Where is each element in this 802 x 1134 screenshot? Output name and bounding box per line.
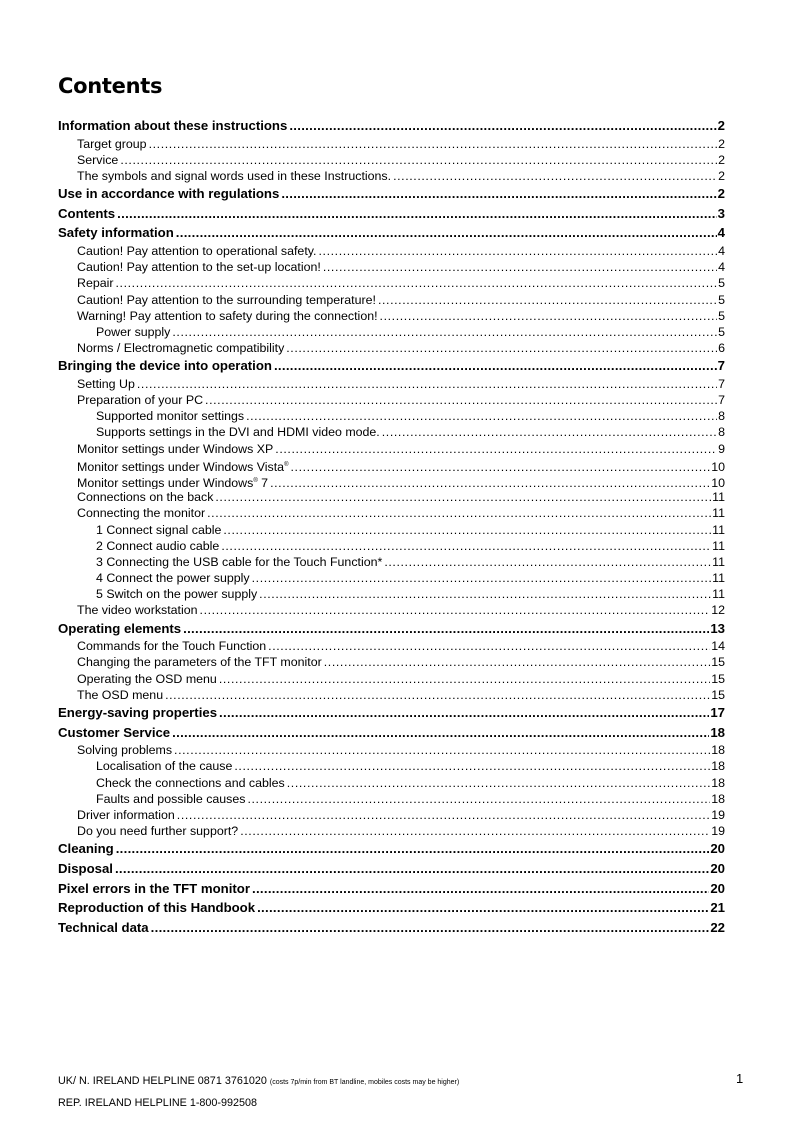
toc-entry	[58, 823, 725, 839]
toc-entry-title	[58, 204, 115, 224]
toc-entry-title	[77, 168, 391, 184]
dot-leader	[117, 204, 717, 224]
toc-entry-page: 5	[718, 324, 725, 339]
toc-entry-title	[77, 473, 268, 489]
toc-entry-title	[58, 223, 174, 243]
dot-leader	[116, 275, 718, 291]
toc-entry-title-text: Caution! Pay attention to operational safety.	[77, 243, 317, 258]
page-title: Contents	[58, 74, 163, 98]
toc-entry	[58, 570, 725, 586]
toc-entry-title	[58, 898, 255, 918]
toc-entry-page: 11	[712, 490, 725, 505]
toc-entry-page: 18	[711, 791, 725, 806]
dot-leader	[287, 775, 710, 791]
toc-entry-title	[77, 308, 378, 324]
toc-entry-title-text: 5 Switch on the power supply	[96, 587, 258, 602]
toc-entry-title	[77, 392, 203, 408]
toc-entry-title-text: Warning! Pay attention to safety during the connection!	[77, 308, 378, 323]
toc-entry	[58, 807, 725, 823]
toc-entry-page: 6	[718, 341, 725, 356]
toc-entry-page: 20	[710, 860, 725, 876]
toc-entry	[58, 441, 725, 457]
dot-leader	[281, 184, 716, 204]
toc-entry-page: 8	[718, 409, 725, 424]
toc-entry-page: 14	[711, 639, 725, 654]
toc-entry	[58, 376, 725, 392]
dot-leader	[270, 475, 710, 489]
toc-entry-title	[96, 758, 232, 774]
toc-entry-title-text: 3 Connecting the USB cable for the Touch Function*	[96, 554, 383, 569]
toc-entry-title-text: Customer Service	[58, 724, 171, 740]
toc-entry	[58, 586, 725, 602]
toc-entry	[58, 602, 725, 618]
toc-entry-title	[96, 324, 170, 340]
dot-leader	[257, 898, 709, 918]
toc-entry-title-text: Localisation of the cause	[96, 759, 233, 774]
toc-entry-page: 11	[712, 522, 725, 537]
table-of-contents	[58, 116, 725, 937]
toc-entry-title	[77, 152, 118, 168]
dot-leader	[240, 823, 710, 839]
dot-leader	[116, 839, 710, 859]
dot-leader	[223, 522, 711, 538]
toc-entry-page: 3	[717, 205, 725, 221]
toc-entry-title-text: Energy-saving properties	[58, 705, 218, 720]
toc-entry-page: 8	[718, 425, 725, 440]
dot-leader	[207, 505, 711, 521]
toc-entry-title-suffix: 7	[257, 476, 269, 490]
toc-entry-page: 10	[711, 476, 725, 490]
toc-entry	[58, 324, 725, 340]
dot-leader	[286, 340, 717, 356]
toc-entry-title	[77, 638, 266, 654]
dot-leader	[234, 758, 710, 774]
toc-entry	[58, 703, 725, 723]
toc-entry-title	[77, 136, 147, 152]
toc-entry-title-text: Contents	[58, 205, 116, 221]
toc-entry	[58, 723, 725, 743]
toc-entry-title	[77, 742, 172, 758]
toc-entry-page: 11	[712, 538, 725, 553]
toc-entry-title-text: Information about these instructions	[58, 118, 288, 133]
toc-entry	[58, 392, 725, 408]
toc-entry	[58, 839, 725, 859]
dot-leader	[323, 259, 717, 275]
toc-entry-title-text: Disposal	[58, 860, 113, 876]
toc-entry-title-text: Technical data	[58, 919, 149, 935]
dot-leader	[259, 586, 711, 602]
toc-entry	[58, 243, 725, 259]
toc-entry-page: 2	[717, 118, 725, 133]
toc-entry-title-text: Preparation of your PC	[77, 393, 204, 408]
dot-leader	[172, 324, 717, 340]
registered-mark: ®	[284, 461, 289, 468]
toc-entry-title	[58, 859, 113, 879]
toc-entry	[58, 687, 725, 703]
toc-entry-page: 4	[718, 243, 725, 258]
toc-entry-page: 22	[710, 919, 725, 935]
toc-entry	[58, 654, 725, 670]
toc-entry-page: 18	[711, 743, 725, 758]
toc-entry-page: 15	[711, 687, 725, 702]
toc-entry-page: 19	[711, 824, 725, 839]
toc-entry-title	[96, 424, 380, 440]
toc-entry-title	[77, 654, 322, 670]
toc-entry-page: 18	[711, 775, 725, 790]
registered-mark: ®	[253, 477, 258, 484]
toc-entry	[58, 758, 725, 774]
toc-entry-title-text: Driver information	[77, 807, 175, 822]
toc-entry	[58, 671, 725, 687]
toc-entry-page: 13	[710, 620, 725, 636]
toc-entry-title-text: Caution! Pay attention to the set-up location!	[77, 260, 321, 275]
toc-entry	[58, 457, 725, 473]
dot-leader	[291, 459, 711, 473]
toc-entry-title	[58, 918, 149, 938]
toc-entry	[58, 775, 725, 791]
toc-entry-title	[77, 457, 289, 473]
toc-entry-title-text: Norms / Electromagnetic compatibility	[77, 341, 285, 356]
toc-entry-title	[77, 823, 238, 839]
toc-entry	[58, 638, 725, 654]
toc-entry	[58, 538, 725, 554]
dot-leader	[268, 638, 710, 654]
dot-leader	[219, 671, 710, 687]
toc-entry-title-text: Safety information	[58, 225, 174, 241]
uk-helpline	[58, 1075, 459, 1087]
toc-entry-title-text: Reproduction of this Handbook	[58, 900, 256, 916]
dot-leader	[221, 538, 711, 554]
toc-entry-title	[96, 408, 244, 424]
dot-leader	[151, 918, 710, 938]
toc-entry-title-text: 2 Connect audio cable	[96, 538, 220, 553]
toc-entry-title-text: The video workstation	[77, 603, 198, 618]
toc-entry-title	[96, 554, 382, 570]
toc-entry-page: 7	[717, 358, 725, 374]
dot-leader	[165, 687, 710, 703]
toc-entry	[58, 742, 725, 758]
dot-leader	[324, 654, 710, 670]
dot-leader	[384, 554, 711, 570]
toc-entry-title	[96, 570, 250, 586]
toc-entry-title-text: 4 Connect the power supply	[96, 571, 250, 586]
dot-leader	[183, 619, 709, 639]
toc-entry-title-text: Caution! Pay attention to the surrounding temperature!	[77, 292, 376, 307]
toc-entry-page: 20	[710, 880, 725, 896]
toc-entry-page: 2	[718, 152, 725, 167]
dot-leader	[275, 441, 717, 457]
toc-entry-page: 18	[710, 724, 725, 740]
ireland-helpline: REP. IRELAND HELPLINE 1-800-992508	[58, 1097, 258, 1109]
dot-leader	[382, 424, 717, 440]
toc-entry-title-text: Pixel errors in the TFT monitor	[58, 880, 250, 896]
dot-leader	[205, 392, 717, 408]
dot-leader	[120, 152, 717, 168]
toc-entry-title-text: Connecting the monitor	[77, 506, 206, 521]
toc-entry-page: 7	[718, 376, 725, 391]
toc-entry	[58, 522, 725, 538]
toc-entry-title	[77, 807, 175, 823]
toc-entry	[58, 223, 725, 243]
dot-leader	[246, 408, 717, 424]
toc-entry-title-text: Repair	[77, 276, 114, 291]
toc-entry-page: 15	[711, 671, 725, 686]
toc-entry	[58, 619, 725, 639]
toc-entry-page: 11	[712, 571, 725, 586]
toc-entry-page: 10	[711, 459, 725, 473]
toc-entry-page: 19	[711, 807, 725, 822]
toc-entry-title	[77, 376, 135, 392]
toc-entry-title-text: Monitor settings under Windows XP	[77, 441, 274, 456]
uk-helpline-cost-note: (costs 7p/min from BT landline, mobiles costs may be higher)	[269, 1079, 460, 1086]
dot-leader	[380, 308, 718, 324]
toc-entry	[58, 204, 725, 224]
toc-entry-title-text: Operating the OSD menu	[77, 671, 217, 686]
toc-entry-title	[77, 243, 316, 259]
toc-entry	[58, 898, 725, 918]
toc-entry-title-text: Commands for the Touch Function	[77, 639, 267, 654]
toc-entry-title	[77, 505, 205, 521]
toc-entry-title	[58, 116, 287, 136]
toc-entry-page: 11	[712, 587, 725, 602]
toc-entry-title	[77, 687, 163, 703]
dot-leader	[247, 791, 710, 807]
toc-entry	[58, 489, 725, 505]
toc-entry-title-text: Do you need further support?	[77, 824, 239, 839]
dot-leader	[219, 703, 709, 723]
toc-entry	[58, 116, 725, 136]
toc-entry-title	[96, 538, 219, 554]
dot-leader	[115, 859, 709, 879]
toc-entry-page: 5	[718, 276, 725, 291]
dot-leader	[149, 136, 718, 152]
toc-entry-title	[58, 723, 170, 743]
toc-entry-title-text: Setting Up	[77, 376, 135, 391]
toc-entry-title-text: Monitor settings under Windows Vista	[77, 459, 285, 473]
toc-entry-title-text: Service	[77, 152, 119, 167]
toc-entry-page: 5	[718, 292, 725, 307]
toc-entry	[58, 136, 725, 152]
toc-entry-title-text: Monitor settings under Windows	[77, 476, 254, 490]
toc-entry-page: 5	[718, 308, 725, 323]
toc-entry-title	[96, 586, 257, 602]
toc-entry	[58, 259, 725, 275]
dot-leader	[174, 742, 710, 758]
dot-leader	[252, 570, 712, 586]
dot-leader	[393, 168, 717, 184]
toc-entry-title	[77, 489, 213, 505]
toc-entry-title	[77, 259, 321, 275]
dot-leader	[177, 807, 710, 823]
toc-entry	[58, 340, 725, 356]
dot-leader	[289, 116, 716, 136]
toc-entry-title-text: Changing the parameters of the TFT monitor	[77, 655, 322, 670]
toc-entry-page: 9	[718, 441, 725, 456]
toc-entry-title	[77, 671, 217, 687]
toc-entry-title	[96, 522, 221, 538]
toc-entry-title-text: Power supply	[96, 324, 171, 339]
toc-entry-page: 17	[710, 705, 725, 720]
toc-entry-page: 7	[718, 393, 725, 408]
toc-entry-title-text: Cleaning	[58, 841, 114, 857]
toc-entry-page: 11	[712, 506, 725, 521]
toc-entry-title	[58, 356, 272, 376]
toc-entry-title-text: Check the connections and cables	[96, 775, 285, 790]
dot-leader	[172, 723, 709, 743]
toc-entry	[58, 308, 725, 324]
toc-entry-title	[58, 184, 279, 204]
dot-leader	[274, 356, 717, 376]
toc-entry-page: 18	[711, 759, 725, 774]
toc-entry-title	[58, 879, 250, 899]
dot-leader	[318, 243, 717, 259]
toc-entry	[58, 473, 725, 489]
toc-entry	[58, 554, 725, 570]
toc-entry	[58, 791, 725, 807]
toc-entry-title	[58, 839, 114, 859]
toc-entry	[58, 184, 725, 204]
toc-entry-title-text: The symbols and signal words used in these Instructions.	[77, 168, 392, 183]
toc-entry-title	[77, 441, 273, 457]
page-number: 1	[736, 1071, 744, 1086]
toc-entry-title-text: The OSD menu	[77, 687, 164, 702]
toc-entry-page: 20	[710, 841, 725, 857]
toc-entry	[58, 292, 725, 308]
toc-entry-title	[77, 602, 198, 618]
toc-entry	[58, 356, 725, 376]
toc-entry-title	[77, 275, 114, 291]
toc-entry-page: 15	[711, 655, 725, 670]
toc-entry	[58, 859, 725, 879]
dot-leader	[215, 489, 711, 505]
toc-entry	[58, 275, 725, 291]
toc-entry-title-text: 1 Connect signal cable	[96, 522, 222, 537]
toc-entry-title-text: Operating elements	[58, 620, 182, 636]
toc-entry-title	[77, 292, 376, 308]
toc-entry	[58, 168, 725, 184]
toc-entry-title	[58, 619, 181, 639]
toc-entry	[58, 918, 725, 938]
toc-entry-title-text: Connections on the back	[77, 490, 214, 505]
dot-leader	[137, 376, 717, 392]
dot-leader	[176, 223, 717, 243]
toc-entry-title-text: Supports settings in the DVI and HDMI video mode.	[96, 425, 380, 440]
toc-entry-title-text: Use in accordance with regulations	[58, 186, 280, 202]
toc-entry-title	[96, 791, 245, 807]
toc-entry-title-text: Bringing the device into operation	[58, 358, 272, 374]
toc-entry-page: 2	[718, 168, 725, 183]
toc-entry	[58, 505, 725, 521]
toc-entry-page: 2	[717, 186, 725, 202]
toc-entry-title-text: Solving problems	[77, 743, 173, 758]
toc-entry-title-text: Supported monitor settings	[96, 409, 245, 424]
toc-entry-page: 11	[712, 554, 725, 569]
toc-entry-page: 4	[718, 260, 725, 275]
toc-entry-page: 4	[717, 225, 725, 241]
toc-entry	[58, 879, 725, 899]
toc-entry-title	[77, 340, 284, 356]
toc-entry-page: 12	[711, 603, 725, 618]
toc-entry-title-text: Faults and possible causes	[96, 791, 246, 806]
dot-leader	[252, 879, 709, 899]
toc-entry-page: 21	[710, 900, 725, 916]
toc-entry	[58, 408, 725, 424]
toc-entry-title-text: Target group	[77, 136, 147, 151]
dot-leader	[200, 602, 711, 618]
toc-entry	[58, 424, 725, 440]
toc-entry-page: 2	[718, 136, 725, 151]
toc-entry-title	[58, 703, 217, 723]
dot-leader	[378, 292, 717, 308]
uk-helpline-number: UK/ N. IRELAND HELPLINE 0871 3761020	[58, 1075, 267, 1087]
toc-entry-title	[96, 775, 285, 791]
toc-entry	[58, 152, 725, 168]
